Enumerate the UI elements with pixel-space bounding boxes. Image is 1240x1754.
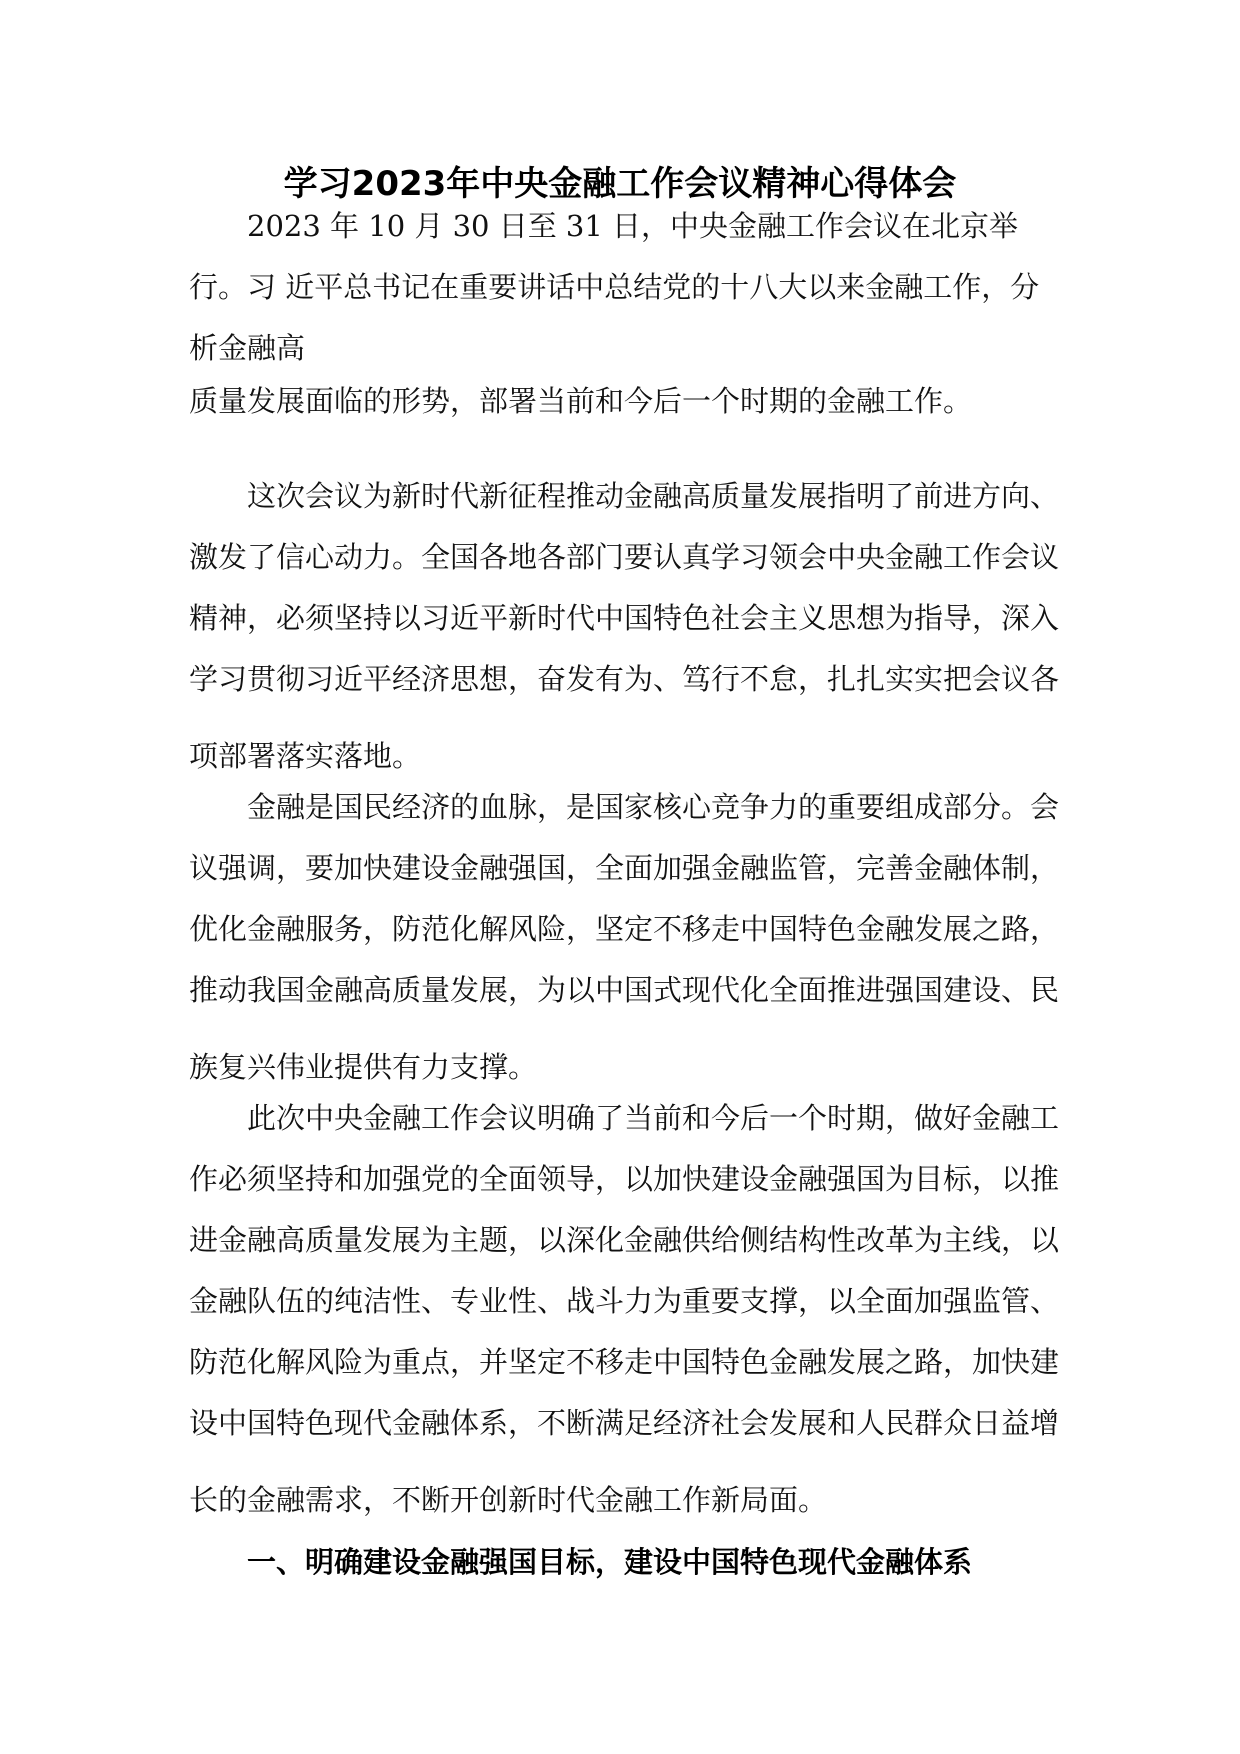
paragraph-1-line-3: 析金融高 (189, 331, 306, 365)
paragraph-1-line-4: 质量发展面临的形势，部署当前和今后一个时期的金融工作。 (189, 384, 973, 418)
paragraph-1-line-2: 行。习 近平总书记在重要讲话中总结党的十八大以来金融工作，分 (189, 270, 1040, 304)
paragraph-2-line-2: 激发了信心动力。全国各地各部门要认真学习领会中央金融工作会议 (189, 540, 1060, 574)
paragraph-3-last-line: 族复兴伟业提供有力支撑。 (189, 1050, 538, 1084)
paragraph-1-continuation (189, 371, 1051, 432)
paragraph-4-line-1: 此次中央金融工作会议明确了当前和今后一个时期，做好金融工 (247, 1101, 1060, 1135)
paragraph-4-line-5: 防范化解风险为重点，并坚定不移走中国特色金融发展之路，加快建 (189, 1345, 1060, 1379)
paragraph-4 (189, 1088, 1060, 1531)
paragraph-3-line-2: 议强调，要加快建设金融强国，全面加强金融监管，完善金融体制， (189, 851, 1060, 885)
paragraph-4-line-6: 设中国特色现代金融体系，不断满足经济社会发展和人民群众日益增 (189, 1406, 1060, 1440)
paragraph-4-line-3: 进金融高质量发展为主题，以深化金融供给侧结构性改革为主线，以 (189, 1223, 1060, 1257)
paragraph-3-line-1: 金融是国民经济的血脉，是国家核心竞争力的重要组成部分。会 (247, 790, 1060, 824)
paragraph-1 (189, 196, 1051, 379)
document-title: 学习2023年中央金融工作会议精神心得体会 (283, 164, 957, 204)
paragraph-4-last-line: 长的金融需求，不断开创新时代金融工作新局面。 (189, 1483, 828, 1517)
paragraph-2 (189, 466, 1060, 787)
paragraph-2-line-3: 精神，必须坚持以习近平新时代中国特色社会主义思想为指导，深入 (189, 601, 1060, 635)
section-heading: 一、明确建设金融强国目标，建设中国特色现代金融体系 (247, 1545, 973, 1579)
paragraph-2-line-4: 学习贯彻习近平经济思想，奋发有为、笃行不怠，扎扎实实把会议各 (189, 662, 1060, 696)
paragraph-3 (189, 777, 1060, 1098)
paragraph-2-line-1: 这次会议为新时代新征程推动金融高质量发展指明了前进方向、 (247, 479, 1060, 513)
paragraph-2-last-line: 项部署落实落地。 (189, 739, 422, 773)
paragraph-4-line-4: 金融队伍的纯洁性、专业性、战斗力为重要支撑，以全面加强监管、 (189, 1284, 1060, 1318)
paragraph-4-line-2: 作必须坚持和加强党的全面领导，以加快建设金融强国为目标，以推 (189, 1162, 1060, 1196)
paragraph-3-line-3: 优化金融服务，防范化解风险，坚定不移走中国特色金融发展之路， (189, 912, 1060, 946)
paragraph-3-line-4: 推动我国金融高质量发展，为以中国式现代化全面推进强国建设、民 (189, 973, 1060, 1007)
paragraph-1-line-1: 2023 年 10 月 30 日至 31 日，中央金融工作会议在北京举 (247, 209, 1019, 243)
